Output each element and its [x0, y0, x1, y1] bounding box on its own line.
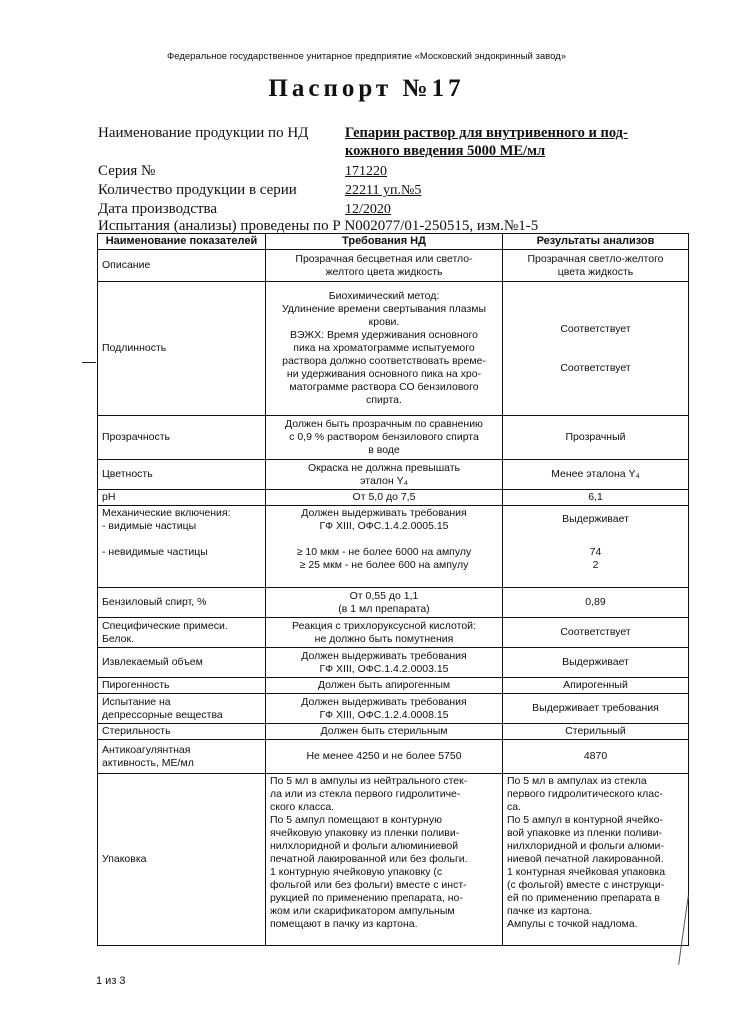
row-result: Прозрачная светло-желтого цвета жидкость	[503, 250, 689, 282]
table-row	[98, 250, 689, 282]
row-result: Выдерживает 74 2	[503, 506, 689, 588]
product-value-line2: кожного введения 5000 МЕ/мл	[345, 143, 546, 159]
product-value-line1: Гепарин раствор для внутривенного и под-	[345, 125, 628, 141]
row-requirement: Должен выдерживать требования ГФ XIII, ОФС.1.2.4.0008.15	[266, 694, 503, 724]
row-requirement: Биохимический метод: Удлинение времени свертывания плазмы крови. ВЭЖХ: Время удерживания основного пика на хроматограмме испытуемого раствора должно соответствовать време- ни удерживания основного пика на хро- матограмме раствора СО бензилового спирта.	[266, 282, 503, 416]
table-row	[98, 460, 689, 490]
row-requirement: Должен выдерживать требования ГФ XIII, ОФС.1.4.2.0003.15	[266, 648, 503, 678]
tests-statement: Испытания (анализы) проведены по Р N002077/01-250515, изм.№1-5	[98, 218, 539, 234]
row-name: Описание	[98, 250, 266, 282]
row-result: Соответствует	[503, 618, 689, 648]
row-name: Прозрачность	[98, 416, 266, 460]
row-requirement: Прозрачная бесцветная или светло- желтого цвета жидкость	[266, 250, 503, 282]
row-name: Специфические примеси. Белок.	[98, 618, 266, 648]
page-title: Паспорт №17	[268, 75, 465, 102]
row-name: Испытание на депрессорные вещества	[98, 694, 266, 724]
product-label: Наименование продукции по НД	[98, 125, 309, 141]
table-row	[98, 618, 689, 648]
row-name: Механические включения: - видимые частицы - невидимые частицы	[98, 506, 266, 588]
table-row	[98, 724, 689, 740]
table-row	[98, 588, 689, 618]
production-date-label: Дата производства	[98, 201, 218, 217]
row-requirement: Должен быть прозрачным по сравнению с 0,9 % раствором бензилового спирта в воде	[266, 416, 503, 460]
quantity-value: 22211 уп.№5	[345, 183, 422, 198]
series-value: 171220	[345, 164, 387, 179]
row-result: Менее эталона Y₄	[503, 460, 689, 490]
row-requirement: Не менее 4250 и не более 5750	[266, 740, 503, 774]
margin-mark	[82, 362, 96, 363]
organization-name: Федеральное государственное унитарное предприятие «Московский эндокринный завод»	[167, 51, 566, 62]
row-requirement: От 0,55 до 1,1 (в 1 мл препарата)	[266, 588, 503, 618]
table-row	[98, 774, 689, 946]
row-result: 0,89	[503, 588, 689, 618]
quantity-label: Количество продукции в серии	[98, 182, 297, 198]
row-name: Пирогенность	[98, 678, 266, 694]
row-result: Прозрачный	[503, 416, 689, 460]
row-result: Соответствует Соответствует	[503, 282, 689, 416]
header-indicator: Наименование показателей	[98, 234, 266, 250]
table-row	[98, 282, 689, 416]
row-requirement: Реакция с трихлоруксусной кислотой: не должно быть помутнения	[266, 618, 503, 648]
row-requirement: Должен быть стерильным	[266, 724, 503, 740]
table-row	[98, 416, 689, 460]
page-number: 1 из 3	[96, 975, 126, 987]
row-requirement: От 5,0 до 7,5	[266, 490, 503, 506]
row-name: Бензиловый спирт, %	[98, 588, 266, 618]
table-row	[98, 678, 689, 694]
table-row	[98, 694, 689, 724]
row-name: Стерильность	[98, 724, 266, 740]
production-date-value: 12/2020	[345, 202, 391, 217]
table-header-row	[98, 234, 689, 250]
series-label: Серия №	[98, 163, 156, 179]
table-row	[98, 490, 689, 506]
analysis-table	[97, 233, 689, 946]
header-results: Результаты анализов	[503, 234, 689, 250]
row-name: Подлинность	[98, 282, 266, 416]
row-name: Извлекаемый объем	[98, 648, 266, 678]
row-name: Упаковка	[98, 774, 266, 946]
row-result: По 5 мл в ампулах из стекла первого гидролитического клас- са. По 5 ампул в контурной ячейко- вой упаковке из пленки поливи- нилхлоридной и фольги алюми- ниевой печатной лакированной. 1 контурная ячейковая упаковка (с фольгой) вместе с инструкци- ей по применению препарата в пачке из картона. Ампулы с точкой надлома.	[503, 774, 689, 946]
row-requirement: Должен быть апирогенным	[266, 678, 503, 694]
row-name: Антикоагулянтная активность, МЕ/мл	[98, 740, 266, 774]
table-row	[98, 740, 689, 774]
row-result: Апирогенный	[503, 678, 689, 694]
header-requirements: Требования НД	[266, 234, 503, 250]
row-result: 4870	[503, 740, 689, 774]
row-requirement: Окраска не должна превышать эталон Y₄	[266, 460, 503, 490]
row-result: Стерильный	[503, 724, 689, 740]
row-requirement: Должен выдерживать требования ГФ XIII, ОФС.1.4.2.0005.15 ≥ 10 мкм - не более 6000 на ампулу ≥ 25 мкм - не более 600 на ампулу	[266, 506, 503, 588]
row-name: Цветность	[98, 460, 266, 490]
row-name: pH	[98, 490, 266, 506]
table-row	[98, 506, 689, 588]
row-requirement: По 5 мл в ампулы из нейтрального стек- ла или из стекла первого гидролитиче- ского класса. По 5 ампул помещают в контурную ячейковую упаковку из пленки поливи- нилхлоридной и фольги алюминиевой печатной лакированной или без фольги. 1 контурную ячейковую упаковку (с фольгой или без фольги) вместе с инст- рукцией по применению препарата, но- жом или скарификатором ампульным помещают в пачку из картона.	[266, 774, 503, 946]
row-result: 6,1	[503, 490, 689, 506]
row-result: Выдерживает	[503, 648, 689, 678]
row-result: Выдерживает требования	[503, 694, 689, 724]
table-row	[98, 648, 689, 678]
